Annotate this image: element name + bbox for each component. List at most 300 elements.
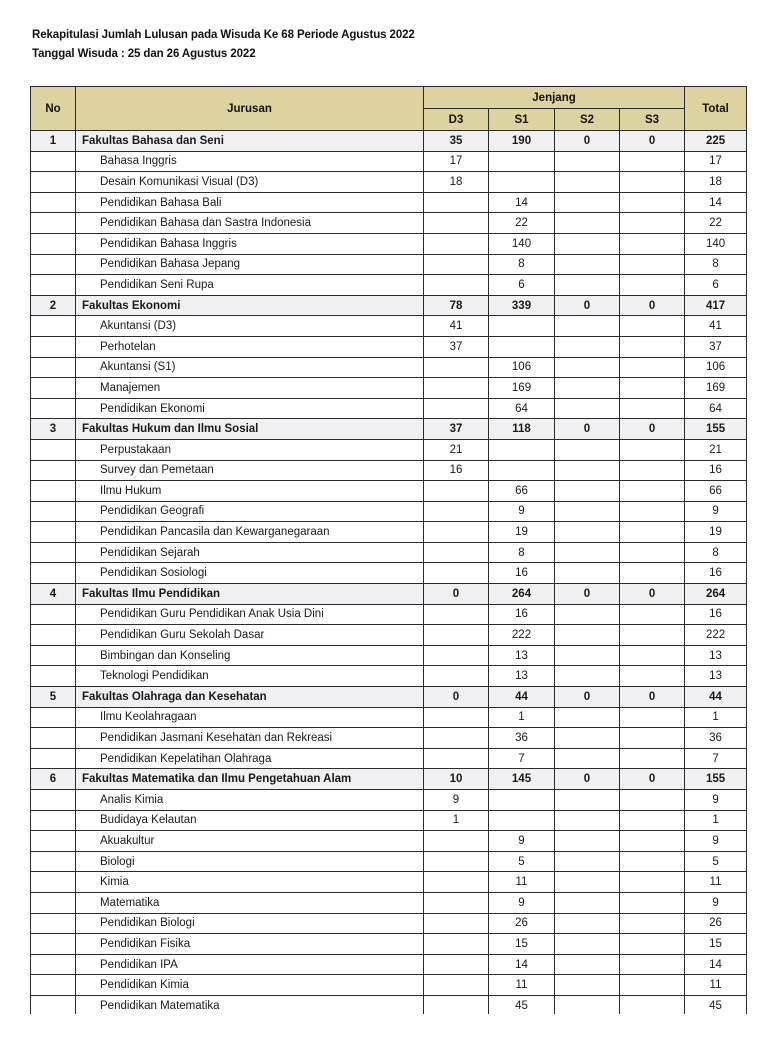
program-row bbox=[31, 913, 747, 934]
program-row bbox=[31, 872, 747, 893]
cell-total: 16 bbox=[685, 563, 747, 584]
cell-s3 bbox=[620, 954, 685, 975]
cell-total: 169 bbox=[685, 378, 747, 399]
cell-total: 5 bbox=[685, 851, 747, 872]
cell-s1: 16 bbox=[489, 563, 555, 584]
program-row bbox=[31, 892, 747, 913]
cell-jurusan: Analis Kimia bbox=[76, 790, 424, 811]
cell-s1: 64 bbox=[489, 398, 555, 419]
cell-s2 bbox=[555, 604, 620, 625]
cell-s3 bbox=[620, 275, 685, 296]
program-row bbox=[31, 254, 747, 275]
cell-s2 bbox=[555, 625, 620, 646]
program-row bbox=[31, 645, 747, 666]
page-bottom-clip bbox=[0, 1014, 768, 1047]
cell-d3 bbox=[424, 728, 489, 749]
cell-no bbox=[31, 748, 76, 769]
cell-d3: 41 bbox=[424, 316, 489, 337]
cell-s1: 106 bbox=[489, 357, 555, 378]
cell-jurusan: Pendidikan Guru Pendidikan Anak Usia Dini bbox=[76, 604, 424, 625]
cell-d3 bbox=[424, 645, 489, 666]
cell-no bbox=[31, 357, 76, 378]
cell-no: 4 bbox=[31, 584, 76, 605]
cell-s3 bbox=[620, 542, 685, 563]
cell-d3 bbox=[424, 522, 489, 543]
cell-no bbox=[31, 378, 76, 399]
program-row bbox=[31, 542, 747, 563]
cell-d3 bbox=[424, 213, 489, 234]
cell-jurusan: Pendidikan Ekonomi bbox=[76, 398, 424, 419]
column-header-jenjang: Jenjang bbox=[424, 87, 685, 109]
cell-s2 bbox=[555, 748, 620, 769]
cell-s3 bbox=[620, 995, 685, 1016]
program-row bbox=[31, 563, 747, 584]
cell-s2: 0 bbox=[555, 419, 620, 440]
cell-d3 bbox=[424, 831, 489, 852]
cell-s2: 0 bbox=[555, 295, 620, 316]
cell-d3: 18 bbox=[424, 172, 489, 193]
cell-jurusan: Fakultas Bahasa dan Seni bbox=[76, 131, 424, 152]
cell-s3 bbox=[620, 522, 685, 543]
cell-d3: 35 bbox=[424, 131, 489, 152]
cell-jurusan: Bahasa Inggris bbox=[76, 151, 424, 172]
cell-no bbox=[31, 439, 76, 460]
cell-s2 bbox=[555, 275, 620, 296]
cell-s2 bbox=[555, 336, 620, 357]
cell-jurusan: Akuntansi (D3) bbox=[76, 316, 424, 337]
cell-d3 bbox=[424, 892, 489, 913]
cell-s3: 0 bbox=[620, 131, 685, 152]
cell-s1: 140 bbox=[489, 233, 555, 254]
cell-s2 bbox=[555, 666, 620, 687]
cell-d3 bbox=[424, 357, 489, 378]
cell-s2 bbox=[555, 645, 620, 666]
cell-s3 bbox=[620, 975, 685, 996]
cell-s2 bbox=[555, 357, 620, 378]
cell-jurusan: Pendidikan Kepelatihan Olahraga bbox=[76, 748, 424, 769]
cell-s3 bbox=[620, 398, 685, 419]
cell-s3 bbox=[620, 645, 685, 666]
cell-no: 2 bbox=[31, 295, 76, 316]
cell-no: 1 bbox=[31, 131, 76, 152]
cell-d3 bbox=[424, 975, 489, 996]
cell-no bbox=[31, 872, 76, 893]
cell-total: 225 bbox=[685, 131, 747, 152]
cell-s2 bbox=[555, 254, 620, 275]
program-row bbox=[31, 151, 747, 172]
column-header-s3: S3 bbox=[620, 109, 685, 131]
table-header bbox=[31, 87, 747, 131]
cell-d3 bbox=[424, 398, 489, 419]
cell-s3: 0 bbox=[620, 769, 685, 790]
graduates-recap-table bbox=[30, 86, 747, 1017]
cell-s1 bbox=[489, 172, 555, 193]
program-row bbox=[31, 707, 747, 728]
program-row bbox=[31, 460, 747, 481]
program-row bbox=[31, 666, 747, 687]
cell-jurusan: Desain Komunikasi Visual (D3) bbox=[76, 172, 424, 193]
cell-jurusan: Bimbingan dan Konseling bbox=[76, 645, 424, 666]
cell-s1: 11 bbox=[489, 975, 555, 996]
faculty-row bbox=[31, 769, 747, 790]
program-row bbox=[31, 604, 747, 625]
cell-total: 6 bbox=[685, 275, 747, 296]
cell-s3: 0 bbox=[620, 419, 685, 440]
cell-d3 bbox=[424, 934, 489, 955]
program-row bbox=[31, 439, 747, 460]
cell-no bbox=[31, 233, 76, 254]
cell-d3: 37 bbox=[424, 336, 489, 357]
cell-s3 bbox=[620, 172, 685, 193]
cell-total: 41 bbox=[685, 316, 747, 337]
cell-total: 140 bbox=[685, 233, 747, 254]
cell-jurusan: Akuntansi (S1) bbox=[76, 357, 424, 378]
cell-s3 bbox=[620, 892, 685, 913]
cell-no bbox=[31, 460, 76, 481]
program-row bbox=[31, 172, 747, 193]
cell-s1 bbox=[489, 151, 555, 172]
program-row bbox=[31, 501, 747, 522]
cell-d3 bbox=[424, 481, 489, 502]
cell-s3 bbox=[620, 790, 685, 811]
header-row-top bbox=[31, 87, 747, 109]
cell-no bbox=[31, 604, 76, 625]
cell-jurusan: Pendidikan Sosiologi bbox=[76, 563, 424, 584]
cell-total: 22 bbox=[685, 213, 747, 234]
cell-jurusan: Pendidikan Pancasila dan Kewarganegaraan bbox=[76, 522, 424, 543]
cell-s1: 339 bbox=[489, 295, 555, 316]
cell-jurusan: Pendidikan Biologi bbox=[76, 913, 424, 934]
recap-table-container bbox=[30, 86, 746, 1017]
faculty-row bbox=[31, 131, 747, 152]
cell-no bbox=[31, 563, 76, 584]
cell-s2 bbox=[555, 522, 620, 543]
column-header-s2: S2 bbox=[555, 109, 620, 131]
cell-total: 36 bbox=[685, 728, 747, 749]
cell-jurusan: Pendidikan Bahasa dan Sastra Indonesia bbox=[76, 213, 424, 234]
cell-jurusan: Perpustakaan bbox=[76, 439, 424, 460]
cell-s3 bbox=[620, 748, 685, 769]
cell-total: 13 bbox=[685, 666, 747, 687]
cell-s3 bbox=[620, 481, 685, 502]
column-header-s1: S1 bbox=[489, 109, 555, 131]
cell-jurusan: Biologi bbox=[76, 851, 424, 872]
cell-s3 bbox=[620, 254, 685, 275]
cell-d3 bbox=[424, 748, 489, 769]
cell-total: 8 bbox=[685, 542, 747, 563]
cell-s2 bbox=[555, 398, 620, 419]
cell-d3 bbox=[424, 563, 489, 584]
cell-s2 bbox=[555, 892, 620, 913]
cell-d3: 0 bbox=[424, 687, 489, 708]
cell-no bbox=[31, 913, 76, 934]
cell-s2 bbox=[555, 790, 620, 811]
cell-d3 bbox=[424, 233, 489, 254]
cell-s2 bbox=[555, 872, 620, 893]
program-row bbox=[31, 398, 747, 419]
cell-s1: 9 bbox=[489, 501, 555, 522]
cell-total: 9 bbox=[685, 790, 747, 811]
cell-s3 bbox=[620, 316, 685, 337]
cell-jurusan: Pendidikan Fisika bbox=[76, 934, 424, 955]
cell-s3 bbox=[620, 810, 685, 831]
cell-total: 7 bbox=[685, 748, 747, 769]
cell-no bbox=[31, 316, 76, 337]
cell-total: 17 bbox=[685, 151, 747, 172]
cell-s2 bbox=[555, 851, 620, 872]
cell-s2 bbox=[555, 192, 620, 213]
program-row bbox=[31, 975, 747, 996]
cell-s3 bbox=[620, 439, 685, 460]
program-row bbox=[31, 357, 747, 378]
cell-s2 bbox=[555, 831, 620, 852]
cell-no bbox=[31, 398, 76, 419]
cell-total: 18 bbox=[685, 172, 747, 193]
cell-s3 bbox=[620, 563, 685, 584]
cell-total: 155 bbox=[685, 769, 747, 790]
cell-jurusan: Ilmu Hukum bbox=[76, 481, 424, 502]
cell-s1: 5 bbox=[489, 851, 555, 872]
cell-no bbox=[31, 192, 76, 213]
cell-total: 26 bbox=[685, 913, 747, 934]
cell-s1: 9 bbox=[489, 892, 555, 913]
cell-jurusan: Akuakultur bbox=[76, 831, 424, 852]
program-row bbox=[31, 954, 747, 975]
cell-no bbox=[31, 254, 76, 275]
faculty-row bbox=[31, 584, 747, 605]
cell-no bbox=[31, 934, 76, 955]
cell-no bbox=[31, 851, 76, 872]
cell-s1: 9 bbox=[489, 831, 555, 852]
cell-s1: 169 bbox=[489, 378, 555, 399]
cell-jurusan: Perhotelan bbox=[76, 336, 424, 357]
cell-d3 bbox=[424, 995, 489, 1016]
cell-s1: 16 bbox=[489, 604, 555, 625]
program-row bbox=[31, 934, 747, 955]
cell-s2 bbox=[555, 728, 620, 749]
cell-s2 bbox=[555, 954, 620, 975]
cell-no bbox=[31, 625, 76, 646]
cell-d3 bbox=[424, 254, 489, 275]
cell-s1: 15 bbox=[489, 934, 555, 955]
cell-s3 bbox=[620, 378, 685, 399]
cell-s3 bbox=[620, 851, 685, 872]
cell-s2 bbox=[555, 501, 620, 522]
cell-d3 bbox=[424, 192, 489, 213]
cell-s2 bbox=[555, 975, 620, 996]
cell-s3 bbox=[620, 934, 685, 955]
cell-s2 bbox=[555, 233, 620, 254]
cell-s1: 26 bbox=[489, 913, 555, 934]
cell-s3: 0 bbox=[620, 295, 685, 316]
cell-total: 45 bbox=[685, 995, 747, 1016]
cell-total: 155 bbox=[685, 419, 747, 440]
cell-no bbox=[31, 275, 76, 296]
cell-s1 bbox=[489, 439, 555, 460]
cell-total: 9 bbox=[685, 892, 747, 913]
program-row bbox=[31, 316, 747, 337]
cell-total: 11 bbox=[685, 872, 747, 893]
cell-d3: 37 bbox=[424, 419, 489, 440]
column-header-no: No bbox=[31, 87, 76, 131]
cell-total: 13 bbox=[685, 645, 747, 666]
cell-jurusan: Pendidikan Sejarah bbox=[76, 542, 424, 563]
cell-s1: 264 bbox=[489, 584, 555, 605]
cell-s2 bbox=[555, 439, 620, 460]
cell-s1: 44 bbox=[489, 687, 555, 708]
cell-total: 222 bbox=[685, 625, 747, 646]
cell-jurusan: Pendidikan Jasmani Kesehatan dan Rekreasi bbox=[76, 728, 424, 749]
cell-total: 106 bbox=[685, 357, 747, 378]
cell-s1: 6 bbox=[489, 275, 555, 296]
cell-s1: 66 bbox=[489, 481, 555, 502]
cell-s2 bbox=[555, 481, 620, 502]
cell-d3: 10 bbox=[424, 769, 489, 790]
cell-total: 417 bbox=[685, 295, 747, 316]
column-header-total: Total bbox=[685, 87, 747, 131]
cell-d3: 1 bbox=[424, 810, 489, 831]
cell-s3 bbox=[620, 460, 685, 481]
program-row bbox=[31, 481, 747, 502]
cell-jurusan: Pendidikan Kimia bbox=[76, 975, 424, 996]
program-row bbox=[31, 275, 747, 296]
cell-d3 bbox=[424, 501, 489, 522]
cell-d3 bbox=[424, 851, 489, 872]
cell-s3 bbox=[620, 625, 685, 646]
cell-total: 8 bbox=[685, 254, 747, 275]
cell-s2 bbox=[555, 563, 620, 584]
cell-jurusan: Pendidikan Geografi bbox=[76, 501, 424, 522]
cell-jurusan: Pendidikan Guru Sekolah Dasar bbox=[76, 625, 424, 646]
cell-s1: 1 bbox=[489, 707, 555, 728]
cell-jurusan: Teknologi Pendidikan bbox=[76, 666, 424, 687]
cell-s1: 19 bbox=[489, 522, 555, 543]
cell-d3 bbox=[424, 542, 489, 563]
cell-s3 bbox=[620, 872, 685, 893]
cell-total: 14 bbox=[685, 192, 747, 213]
cell-no bbox=[31, 336, 76, 357]
program-row bbox=[31, 522, 747, 543]
cell-s1: 45 bbox=[489, 995, 555, 1016]
cell-s1: 14 bbox=[489, 954, 555, 975]
cell-s2 bbox=[555, 151, 620, 172]
cell-s1: 190 bbox=[489, 131, 555, 152]
program-row bbox=[31, 233, 747, 254]
cell-s2 bbox=[555, 213, 620, 234]
program-row bbox=[31, 336, 747, 357]
cell-jurusan: Fakultas Ilmu Pendidikan bbox=[76, 584, 424, 605]
cell-d3: 16 bbox=[424, 460, 489, 481]
program-row bbox=[31, 213, 747, 234]
cell-no bbox=[31, 481, 76, 502]
cell-d3 bbox=[424, 378, 489, 399]
cell-s2: 0 bbox=[555, 769, 620, 790]
cell-jurusan: Fakultas Matematika dan Ilmu Pengetahuan Alam bbox=[76, 769, 424, 790]
cell-total: 264 bbox=[685, 584, 747, 605]
cell-no bbox=[31, 810, 76, 831]
cell-s3: 0 bbox=[620, 584, 685, 605]
cell-s2 bbox=[555, 810, 620, 831]
cell-no: 6 bbox=[31, 769, 76, 790]
cell-s1: 222 bbox=[489, 625, 555, 646]
cell-s3 bbox=[620, 357, 685, 378]
cell-no bbox=[31, 995, 76, 1016]
cell-jurusan: Survey dan Pemetaan bbox=[76, 460, 424, 481]
cell-d3: 17 bbox=[424, 151, 489, 172]
cell-jurusan: Pendidikan Bahasa Inggris bbox=[76, 233, 424, 254]
cell-d3: 0 bbox=[424, 584, 489, 605]
cell-d3 bbox=[424, 625, 489, 646]
cell-jurusan: Pendidikan Bahasa Jepang bbox=[76, 254, 424, 275]
cell-s3 bbox=[620, 501, 685, 522]
cell-s2 bbox=[555, 995, 620, 1016]
cell-d3 bbox=[424, 707, 489, 728]
cell-s1: 145 bbox=[489, 769, 555, 790]
cell-no bbox=[31, 522, 76, 543]
table-body bbox=[31, 131, 747, 1017]
cell-total: 9 bbox=[685, 501, 747, 522]
cell-total: 14 bbox=[685, 954, 747, 975]
cell-no bbox=[31, 831, 76, 852]
program-row bbox=[31, 790, 747, 811]
cell-jurusan: Fakultas Ekonomi bbox=[76, 295, 424, 316]
cell-total: 1 bbox=[685, 707, 747, 728]
program-row bbox=[31, 378, 747, 399]
cell-s2 bbox=[555, 316, 620, 337]
program-row bbox=[31, 748, 747, 769]
cell-jurusan: Fakultas Hukum dan Ilmu Sosial bbox=[76, 419, 424, 440]
cell-d3 bbox=[424, 954, 489, 975]
cell-s1: 14 bbox=[489, 192, 555, 213]
cell-no bbox=[31, 645, 76, 666]
cell-total: 19 bbox=[685, 522, 747, 543]
cell-s1: 13 bbox=[489, 666, 555, 687]
cell-jurusan: Kimia bbox=[76, 872, 424, 893]
cell-s1 bbox=[489, 316, 555, 337]
cell-s3 bbox=[620, 151, 685, 172]
cell-no bbox=[31, 213, 76, 234]
cell-no bbox=[31, 501, 76, 522]
cell-no bbox=[31, 975, 76, 996]
cell-jurusan: Pendidikan IPA bbox=[76, 954, 424, 975]
cell-s3 bbox=[620, 192, 685, 213]
cell-s3 bbox=[620, 233, 685, 254]
cell-d3 bbox=[424, 604, 489, 625]
cell-total: 16 bbox=[685, 604, 747, 625]
cell-s3 bbox=[620, 666, 685, 687]
cell-s3 bbox=[620, 213, 685, 234]
cell-no bbox=[31, 728, 76, 749]
cell-s3 bbox=[620, 707, 685, 728]
cell-s1: 118 bbox=[489, 419, 555, 440]
cell-s1: 36 bbox=[489, 728, 555, 749]
program-row bbox=[31, 625, 747, 646]
cell-s2 bbox=[555, 542, 620, 563]
cell-s1: 8 bbox=[489, 254, 555, 275]
faculty-row bbox=[31, 687, 747, 708]
cell-total: 11 bbox=[685, 975, 747, 996]
page-subtitle: Tanggal Wisuda : 25 dan 26 Agustus 2022 bbox=[32, 48, 256, 60]
program-row bbox=[31, 810, 747, 831]
cell-jurusan: Manajemen bbox=[76, 378, 424, 399]
page-title: Rekapitulasi Jumlah Lulusan pada Wisuda Ke 68 Periode Agustus 2022 bbox=[32, 29, 415, 41]
cell-jurusan: Budidaya Kelautan bbox=[76, 810, 424, 831]
cell-no bbox=[31, 954, 76, 975]
cell-no bbox=[31, 151, 76, 172]
faculty-row bbox=[31, 295, 747, 316]
cell-jurusan: Pendidikan Seni Rupa bbox=[76, 275, 424, 296]
cell-s2 bbox=[555, 707, 620, 728]
